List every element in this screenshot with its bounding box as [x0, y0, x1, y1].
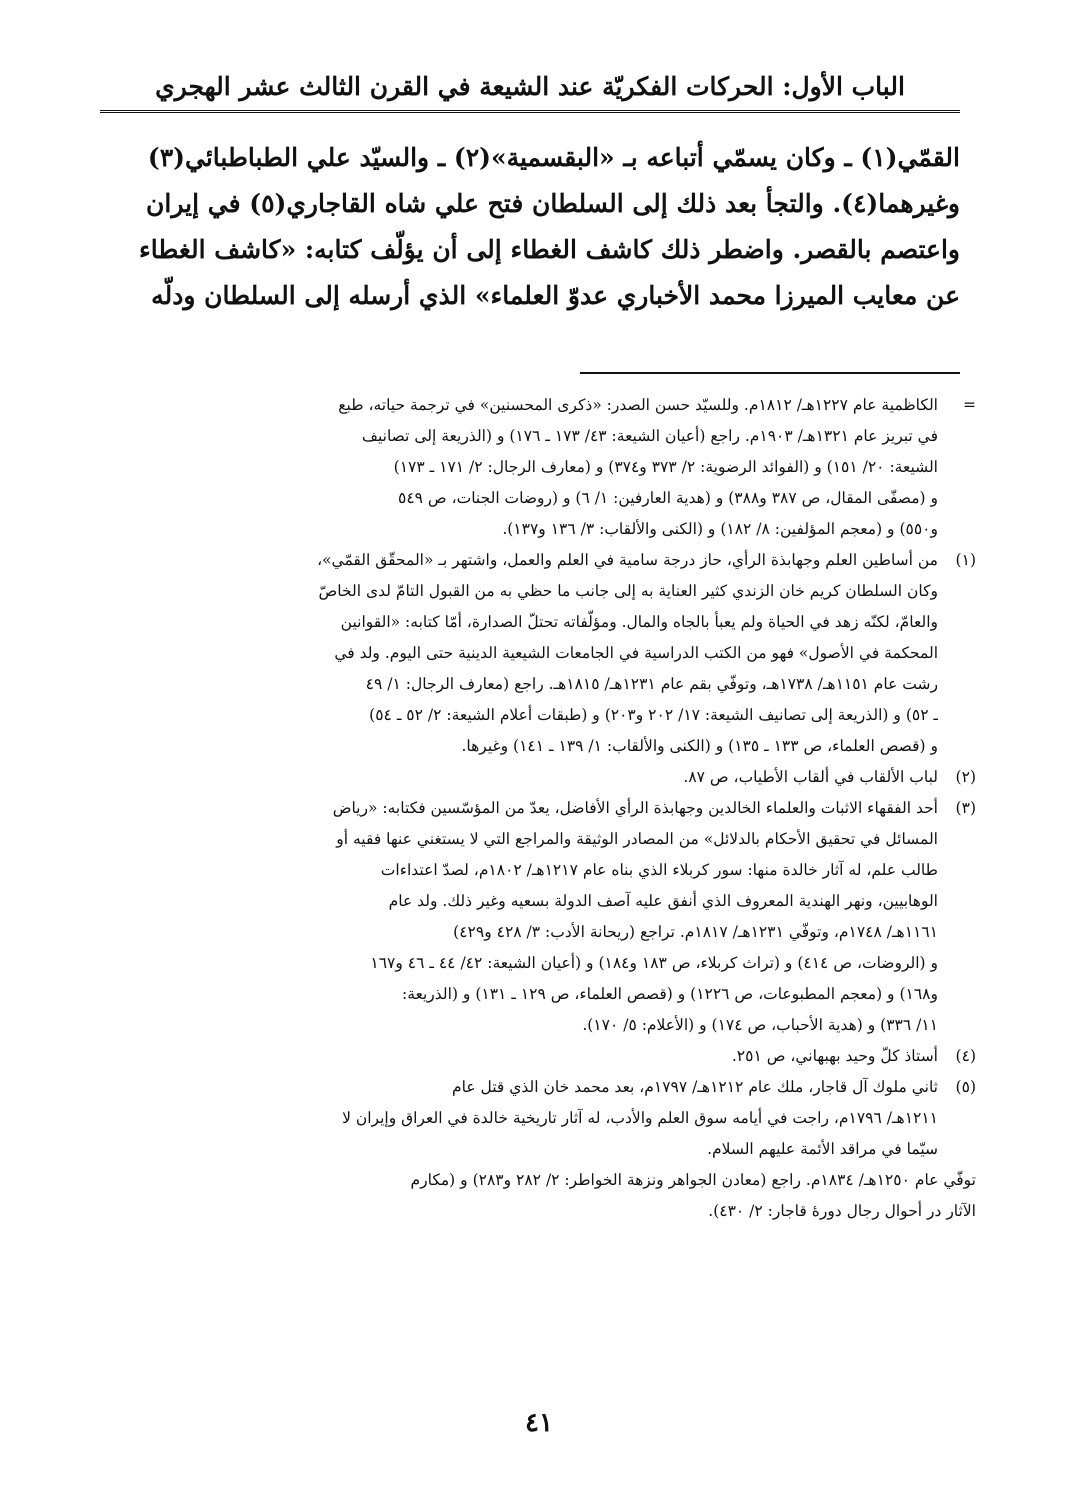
footnote-marker: (٢)	[955, 768, 976, 786]
page-number: ٤١	[525, 1408, 553, 1438]
footnote-4	[100, 1041, 976, 1072]
footnote-marker: (١)	[955, 551, 976, 569]
footnote-line: ـ ٥٢) و (الذريعة إلى تصانيف الشيعة: ١٧/ ٢٠٢ و٢٠٣) و (طبقات أعلام الشيعة: ٢/ ٥٢ ـ ٥٤)	[369, 706, 938, 724]
footnote-line: المحكمة في الأصول» فهو من الكتب الدراسية في الجامعات الشيعية الدينية حتى اليوم. ولد في	[334, 644, 938, 662]
footnote-line: و (مصفّى المقال، ص ٣٨٧ و٣٨٨) و (هدية العارفين: ١/ ٦) و (روضات الجنات، ص ٥٤٩	[398, 489, 938, 507]
footnote-5-continued	[100, 1165, 976, 1227]
text-line: وغيرهما(٤). والتجأ بعد ذلك إلى السلطان فتح علي شاه القاجاري(٥) في إيران	[146, 189, 960, 218]
footnote-line: الكاظمية عام ١٢٢٧هـ/ ١٨١٢م. وللسيّد حسن الصدر: «ذكرى المحسنين» في ترجمة حياته، طبع	[338, 396, 938, 414]
footnote-line: وكان السلطان كريم خان الزندي كثير العناية به إلى جانب ما حظي به من القبول التامّ لدى الخاصّ	[318, 582, 938, 600]
footnote-marker: (٤)	[955, 1047, 976, 1065]
footnote-line: أستاذ كلّ وحيد بهبهاني، ص ٢٥١.	[731, 1047, 938, 1065]
footnote-line: رشت عام ١١٥١هـ/ ١٧٣٨هـ، وتوفّي بقم عام ١٢٣١هـ/ ١٨١٥هـ. راجع (معارف الرجال: ١/ ٤٩	[365, 675, 938, 693]
footnote-marker: (٣)	[955, 799, 976, 817]
text-line: عن معايب الميرزا محمد الأخباري عدوّ العلماء» الذي أرسله إلى السلطان ودلّه	[151, 281, 960, 310]
footnote-continued	[100, 390, 976, 545]
footnote-line: و١٦٨) و (معجم المطبوعات، ص ١٢٢٦) و (قصص العلماء، ص ١٢٩ ـ ١٣١) و (الذريعة:	[401, 985, 938, 1003]
footnote-line: ١١٦١هـ/ ١٧٤٨م، وتوفّي ١٢٣١هـ/ ١٨١٧م. تراجع (ريحانة الأدب: ٣/ ٤٢٨ و٤٢٩)	[453, 923, 938, 941]
footnote-line: و (الروضات، ص ٤١٤) و (تراث كربلاء، ص ١٨٣ و١٨٤) و (أعيان الشيعة: ٤٢/ ٤٤ ـ ٤٦ و١٦٧	[370, 954, 938, 972]
footnote-line: من أساطين العلم وجهابذة الرأي، حاز درجة سامية في العلم والعمل، واشتهر بـ «المحقّق القمّي»،	[317, 551, 938, 569]
footnote-line: أحد الفقهاء الاثبات والعلماء الخالدين وجهابذة الرأي الأفاضل، يعدّ من المؤسّسين فكتابه: «رياض	[332, 799, 938, 817]
text-line: واعتصم بالقصر. واضطر ذلك كاشف الغطاء إلى أن يؤلّف كتابه: «كاشف الغطاء	[139, 235, 960, 264]
footnote-line: الآثار در أحوال رجال دورهٔ قاجار: ٢/ ٤٣٠).	[708, 1202, 976, 1220]
footnote-line: لباب الألقاب في ألقاب الأطياب، ص ٨٧.	[683, 768, 938, 786]
footnote-line: و (قصص العلماء، ص ١٣٣ ـ ١٣٥) و (الكنى والألقاب: ١/ ١٣٩ ـ ١٤١) وغيرها.	[461, 737, 938, 755]
footnote-marker: (٥)	[955, 1078, 976, 1096]
footnote-line: المسائل في تحقيق الأحكام بالدلائل» من المصادر الوثيقة والمراجع التي لا يستغني عنها فقيه أو	[336, 830, 938, 848]
footnote-1	[100, 545, 976, 762]
footnote-line: و٥٥٠) و (معجم المؤلفين: ٨/ ١٨٢) و (الكنى والألقاب: ٣/ ١٣٦ و١٣٧).	[502, 520, 938, 538]
footnote-line: طالب علم، له آثار خالدة منها: سور كربلاء الذي بناه عام ١٢١٧هـ/ ١٨٠٢م، لصدّ اعتداءات	[380, 861, 938, 879]
footnote-marker: =	[963, 396, 976, 414]
footnote-line: والعامّ، لكنّه زهد في الحياة ولم يعبأ بالجاه والمال. ومؤلّفاته تحتلّ الصدارة، أمّا كتابه: «القوانين	[340, 613, 938, 631]
footnote-separator	[580, 372, 960, 374]
footnote-line: ثاني ملوك آل قاجار، ملك عام ١٢١٢هـ/ ١٧٩٧م، بعد محمد خان الذي قتل عام	[452, 1078, 938, 1096]
footnote-3	[100, 793, 976, 1041]
footnote-line: ١٢١١هـ/ ١٧٩٦م، راجت في أيامه سوق العلم والأدب، له آثار تاريخية خالدة في العراق وإيران لا	[342, 1109, 938, 1127]
footnote-5	[100, 1072, 976, 1165]
text-line: القمّي(١) ـ وكان يسمّي أتباعه بـ «البقسمية»(٢) ـ والسيّد علي الطباطبائي(٣)	[147, 143, 960, 172]
footnote-line: سيّما في مراقد الأئمة عليهم السلام.	[707, 1140, 938, 1158]
footnote-line: الشيعة: ٢٠/ ١٥١) و (الفوائد الرضوية: ٢/ ٣٧٣ و٣٧٤) و (معارف الرجال: ٢/ ١٧١ ـ ١٧٣)	[393, 458, 938, 476]
footnotes	[100, 390, 976, 1227]
footnote-line: ١١/ ٣٣٦) و (هدية الأحباب، ص ١٧٤) و (الأعلام: ٥/ ١٧٠).	[582, 1016, 938, 1034]
main-text	[100, 135, 960, 319]
footnote-line: الوهابيين، ونهر الهندية المعروف الذي أنفق عليه آصف الدولة بسعيه وغير ذلك. ولد عام	[388, 892, 938, 910]
footnote-line: في تبريز عام ١٣٢١هـ/ ١٩٠٣م. راجع (أعيان الشيعة: ٤٣/ ١٧٣ ـ ١٧٦) و (الذريعة إلى تصانيف	[361, 427, 938, 445]
footnote-line: توفّي عام ١٢٥٠هـ/ ١٨٣٤م. راجع (معادن الجواهر ونزهة الخواطر: ٢/ ٢٨٢ و٢٨٣) و (مكارم	[410, 1171, 976, 1189]
running-header: الباب الأول: الحركات الفكريّة عند الشيعة في القرن الثالث عشر الهجري	[100, 64, 960, 113]
footnote-2	[100, 762, 976, 793]
